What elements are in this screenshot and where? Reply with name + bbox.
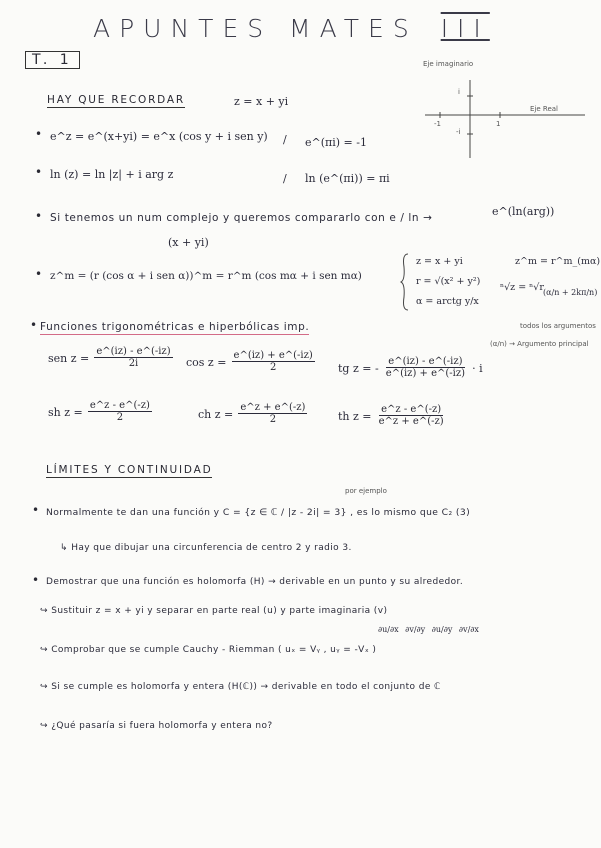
- sh-formula: [48, 400, 152, 423]
- tg-tail: · i: [472, 362, 483, 375]
- cos-num: e^(iz) + e^(-iz): [233, 350, 313, 361]
- cos-lhs: cos z =: [186, 356, 227, 369]
- recordar-heading: HAY QUE RECORDAR: [47, 94, 185, 106]
- step-substitute: ↪ Sustituir z = x + yi y separar en parte real (u) y parte imaginaria (v): [40, 606, 388, 616]
- label-neg-1: -1: [434, 120, 441, 128]
- title-text: APUNTES MATES: [93, 14, 418, 43]
- bullet: •: [32, 503, 40, 517]
- step-entire: ↪ Si se cumple es holomorfa y entera (H(ℂ)) → derivable en todo el conjunto de ℂ: [40, 682, 441, 692]
- title-roman: III: [440, 14, 490, 43]
- tg-num: e^(iz) - e^(-iz): [388, 356, 463, 367]
- cos-den: 2: [269, 362, 277, 373]
- bullet: •: [35, 165, 43, 179]
- root-polar: ⁿ√z = ⁿ√r: [500, 282, 544, 293]
- sen-num: e^(iz) - e^(-iz): [96, 346, 171, 357]
- bullet: •: [35, 127, 43, 141]
- example-note: por ejemplo: [345, 487, 387, 495]
- bullet: •: [35, 267, 43, 281]
- page-title: [93, 14, 490, 43]
- th-den: e^z + e^(-z): [378, 416, 444, 427]
- cos-frac: [232, 350, 315, 373]
- partials: ∂u/∂x ∂v/∂y ∂u/∂y ∂v/∂x: [378, 625, 479, 634]
- circle-drawing-note: ↳ Hay que dibujar una circunferencia de centro 2 y radio 3.: [60, 543, 352, 553]
- imag-axis-label: Eje imaginario: [423, 60, 474, 68]
- brace: [400, 252, 410, 312]
- th-num: e^z - e^(-z): [381, 404, 442, 415]
- slash: /: [283, 133, 287, 146]
- sen-lhs: sen z =: [48, 352, 90, 365]
- label-1: 1: [496, 120, 501, 128]
- compare-note: Si tenemos un num complejo y queremos compararlo con e / ln →: [50, 212, 433, 224]
- compare-sub: (x + yi): [168, 236, 209, 249]
- z-definition: z = x + yi: [234, 95, 289, 108]
- limites-heading: LÍMITES Y CONTINUIDAD: [46, 464, 213, 476]
- tg-lhs: tg z = -: [338, 362, 379, 375]
- ch-den: 2: [269, 414, 277, 425]
- polar-alpha: α = arctg y/x: [416, 296, 479, 307]
- root-argument: (α/n + 2kπ/n): [543, 288, 598, 297]
- slash: /: [283, 172, 287, 185]
- ch-lhs: ch z =: [198, 408, 234, 421]
- ch-num: e^z + e^(-z): [240, 402, 306, 413]
- tg-frac: [384, 356, 467, 379]
- real-axis-label: Eje Real: [530, 105, 558, 113]
- polar-z: z = x + yi: [416, 256, 463, 267]
- th-formula: [338, 404, 446, 427]
- step-question: ↪ ¿Qué pasaría si fuera holomorfa y entera no?: [40, 721, 273, 731]
- note-all-args: todos los argumentos: [520, 322, 596, 330]
- exp-formula: e^z = e^(x+yi) = e^x (cos y + i sen y): [50, 130, 268, 143]
- euler-identity: e^(πi) = -1: [305, 136, 367, 149]
- bullet: •: [30, 318, 38, 332]
- sh-lhs: sh z =: [48, 406, 83, 419]
- power-polar: z^m = r^m_(mα): [515, 256, 601, 267]
- th-lhs: th z =: [338, 410, 372, 423]
- sen-frac: [94, 346, 172, 369]
- sen-formula: [48, 346, 173, 369]
- holomorphic-definition: Demostrar que una función es holomorfa (H) → derivable en un punto y su alrededor.: [46, 577, 464, 587]
- label-i: i: [458, 88, 460, 96]
- tg-den: e^(iz) + e^(-iz): [385, 368, 466, 379]
- ch-formula: [198, 402, 307, 425]
- th-frac: [377, 404, 446, 427]
- compare-exp: e^(ln(arg)): [492, 205, 555, 218]
- label-neg-i: -i: [456, 128, 461, 136]
- demoivre-formula: z^m = (r (cos α + i sen α))^m = r^m (cos mα + i sen mα): [50, 270, 362, 282]
- cos-formula: [186, 350, 315, 373]
- polar-r: r = √(x² + y²): [416, 276, 481, 287]
- tg-formula: [338, 356, 483, 379]
- circle-definition: Normalmente te dan una función y C = {z ∈ ℂ / |z - 2i| = 3} , es lo mismo que C₂ (3): [46, 507, 471, 518]
- sh-frac: [88, 400, 152, 423]
- step-cauchy-riemann: ↪ Comprobar que se cumple Cauchy - Riemman ( uₓ = Vᵧ , uᵧ = -Vₓ ): [40, 645, 377, 655]
- bullet: •: [35, 209, 43, 223]
- note-main-arg: (α/n) → Argumento principal: [490, 340, 589, 348]
- ln-formula: ln (z) = ln |z| + i arg z: [50, 168, 174, 181]
- sen-den: 2i: [128, 358, 139, 369]
- ln-euler: ln (e^(πi)) = πi: [305, 172, 390, 185]
- topic-box: T. 1: [25, 51, 80, 69]
- trig-heading: Funciones trigonométricas e hiperbólicas imp.: [40, 321, 310, 333]
- sh-num: e^z - e^(-z): [89, 400, 150, 411]
- bullet: •: [32, 573, 40, 587]
- complex-plane-diagram: [415, 60, 590, 160]
- ch-frac: [238, 402, 307, 425]
- sh-den: 2: [116, 412, 124, 423]
